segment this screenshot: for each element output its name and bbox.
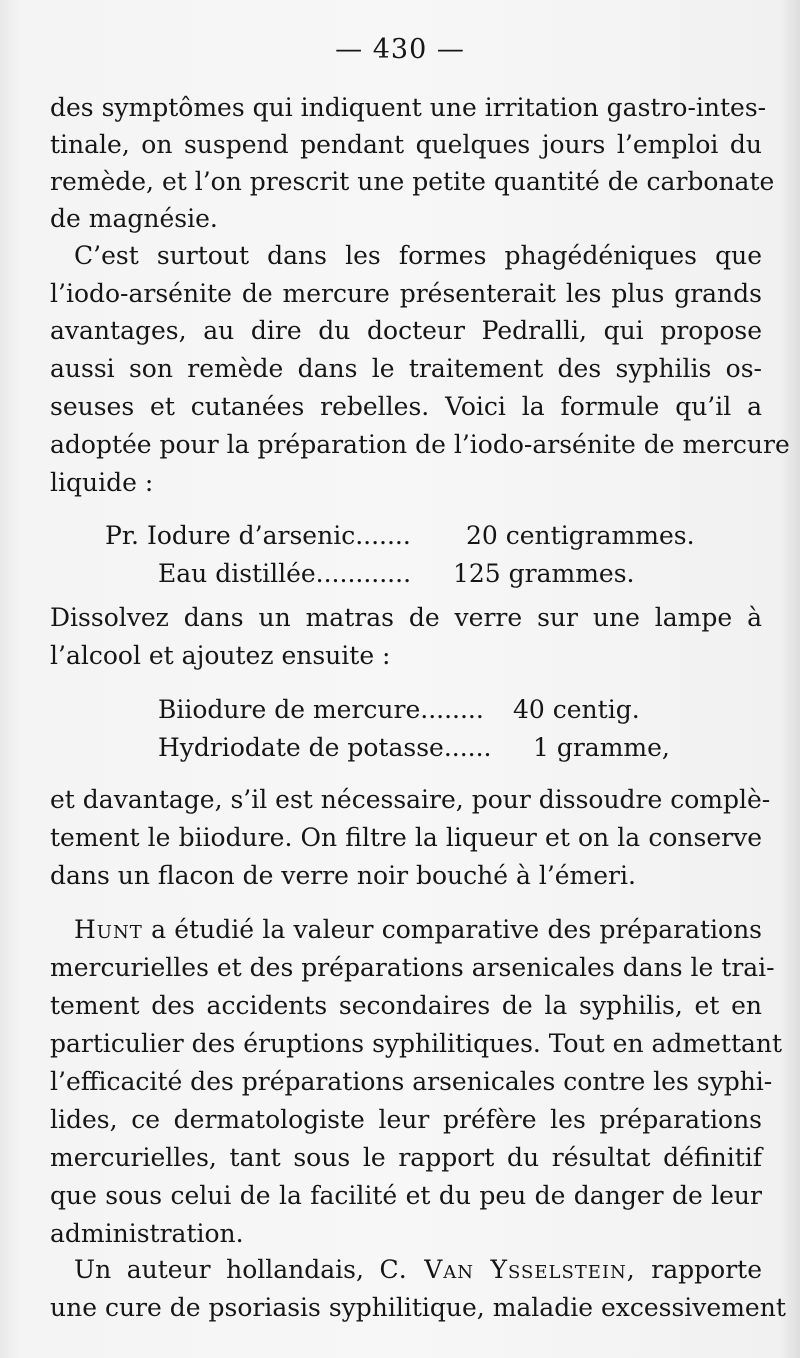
para2-line: aussi son remède dans le traitement des syphilis os- — [50, 354, 762, 383]
para6-line-end: rapporte — [651, 1255, 762, 1284]
para2-line: l’iodo-arsénite de mercure présenterait les plus grands — [50, 279, 762, 308]
para1-line: de magnésie. — [50, 204, 218, 233]
para3-line: Dissolvez dans un matras de verre sur une lampe à — [50, 603, 762, 632]
para5-line: administration. — [50, 1219, 244, 1248]
para5-line: particulier des éruptions syphilitiques. Tout en admettant — [50, 1029, 783, 1058]
formula-quantity: 125 grammes. — [453, 559, 635, 588]
para5-line-rest: a étudié la valeur comparative des préparations — [151, 915, 762, 944]
para2-line: adoptée pour la préparation de l’iodo-arsénite de mercure — [50, 430, 790, 459]
author-name: Hunt — [74, 915, 143, 944]
formula-item: Eau distillée............ — [158, 559, 412, 588]
para4-line: dans un flacon de verre noir bouché à l’émeri. — [50, 861, 636, 890]
formula-item: Iodure d’arsenic....... — [146, 521, 411, 550]
page-number: — 430 — — [335, 34, 465, 65]
para1-line: des symptômes qui indiquent une irritation gastro-intes- — [50, 93, 767, 122]
para5-line: tement des accidents secondaires de la syphilis, et en — [50, 991, 762, 1020]
para2-line: liquide : — [50, 468, 154, 497]
para2-line: avantages, au dire du docteur Pedralli, qui propose — [50, 316, 762, 345]
para2-line: seuses et cutanées rebelles. Voici la formule qu’il a — [50, 392, 762, 421]
para6-line-start: Un auteur hollandais, — [74, 1255, 364, 1284]
para5-line: lides, ce dermatologiste leur préfère les préparations — [50, 1105, 762, 1134]
para6-first-line — [50, 1252, 762, 1288]
para3-line: l’alcool et ajoutez ensuite : — [50, 641, 391, 670]
formula-item: Hydriodate de potasse...... — [158, 733, 492, 762]
formula1-row — [105, 518, 411, 554]
formula-quantity: 20 centigrammes. — [466, 521, 695, 550]
para4-line: tement le biiodure. On filtre la liqueur et on la conserve — [50, 823, 762, 852]
para5-line: l’efficacité des préparations arsenicales contre les syphi- — [50, 1067, 773, 1096]
para1-line: tinale, on suspend pendant quelques jours l’emploi du — [50, 130, 762, 159]
para5-line: mercurielles, tant sous le rapport du résultat définitif — [50, 1143, 762, 1172]
formula-prefix: Pr. — [105, 521, 139, 550]
para6-line: une cure de psoriasis syphilitique, maladie excessivement — [50, 1293, 786, 1322]
formula-item: Biiodure de mercure........ — [158, 695, 484, 724]
para1-line: remède, et l’on prescrit une petite quantité de carbonate — [50, 167, 775, 196]
para5-first-line — [50, 912, 762, 948]
formula-quantity: 1 gramme, — [533, 733, 670, 762]
formula-quantity: 40 centig. — [513, 695, 640, 724]
para4-line: et davantage, s’il est nécessaire, pour dissoudre complè- — [50, 785, 771, 814]
para2-line: C’est surtout dans les formes phagédéniques que — [74, 241, 762, 270]
para5-line: mercurielles et des préparations arsenicales dans le trai- — [50, 953, 775, 982]
para5-line: que sous celui de la facilité et du peu de danger de leur — [50, 1181, 762, 1210]
author-name: C. Van Ysselstein, — [379, 1255, 636, 1284]
